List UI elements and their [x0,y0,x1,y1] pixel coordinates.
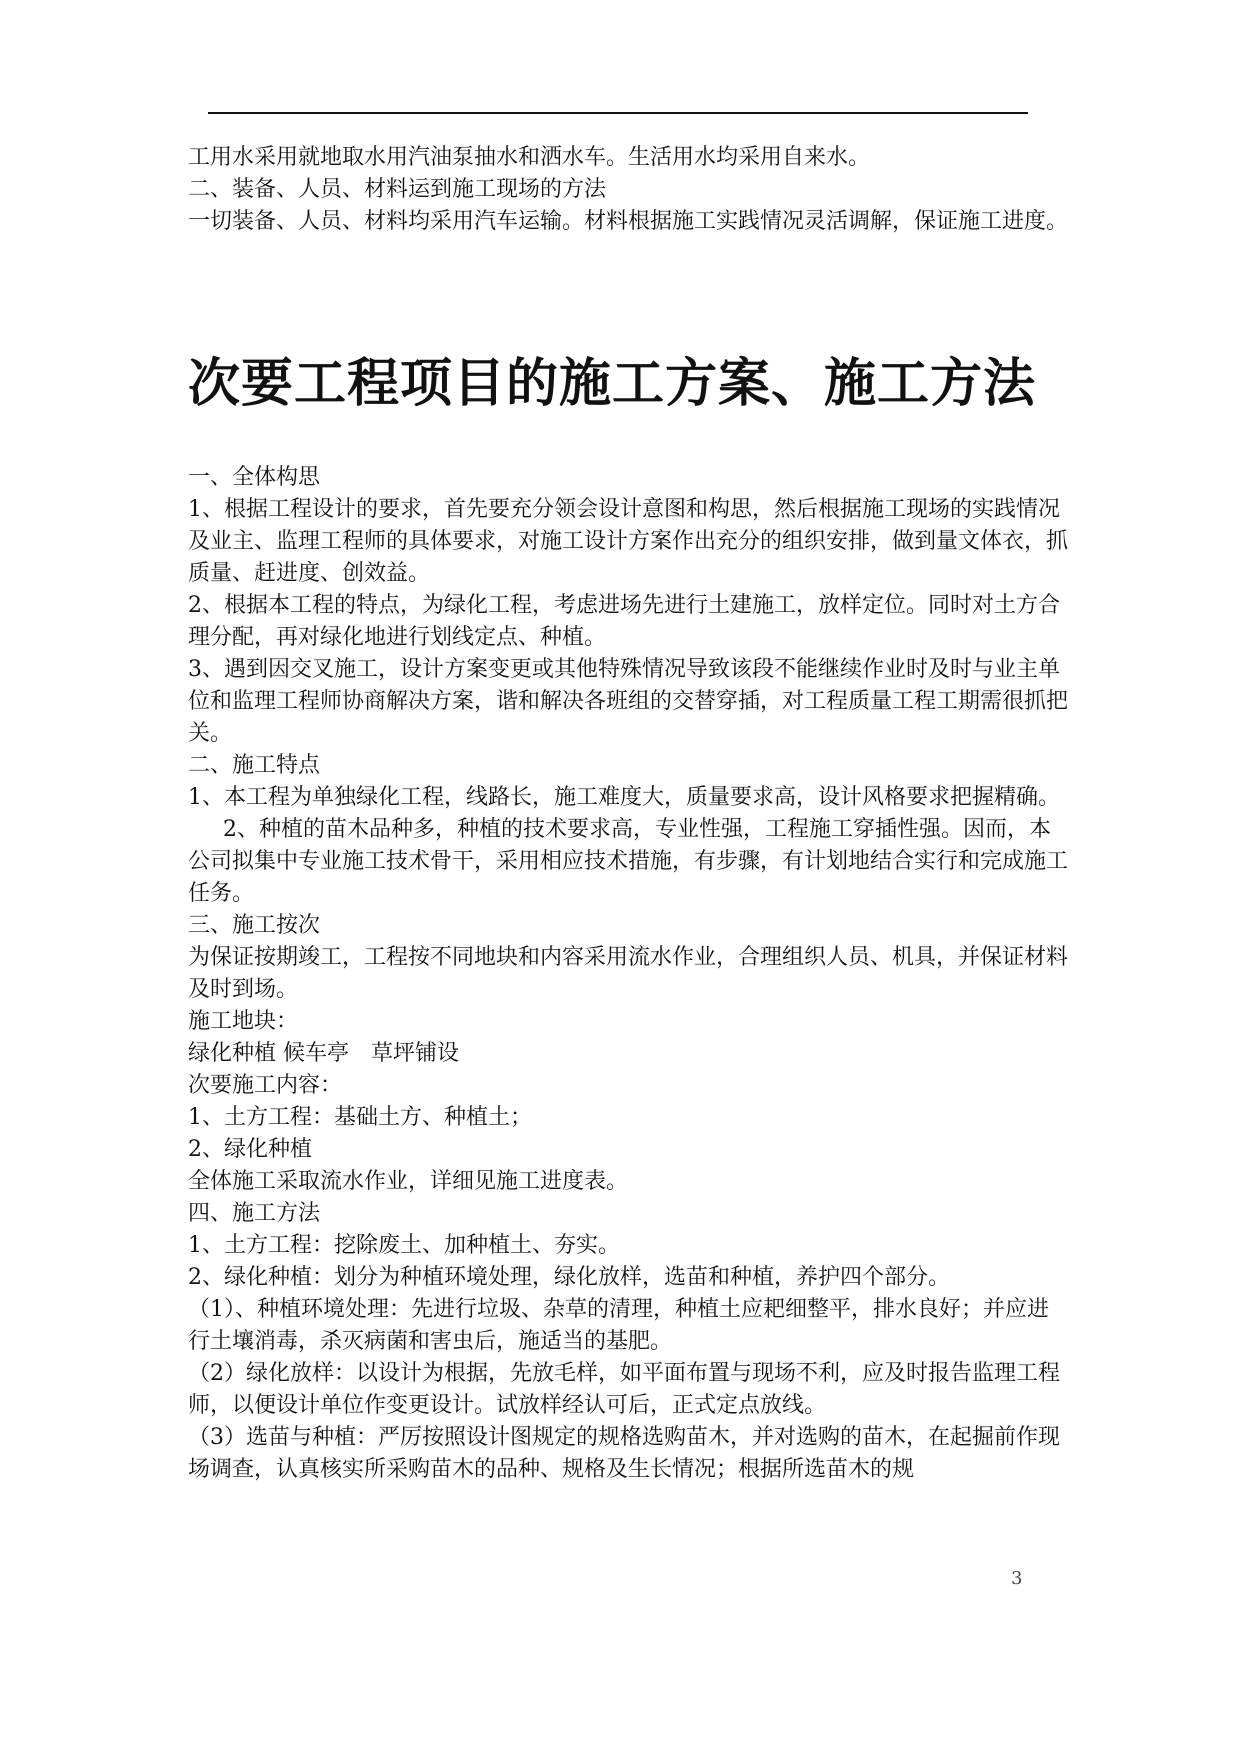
paragraph: 绿化种植 候车亭 草坪铺设 [188,1041,459,1066]
paragraph: （1）、种植环境处理：先进行垃圾、杂草的清理，种植土应耙细整平，排水良好；并应进行土壤消毒，杀灭病菌和害虫后，施适当的基肥。 [188,1297,1050,1354]
paragraph: 次要施工内容： [188,1073,343,1098]
paragraph: 2、绿化种植 [188,1137,312,1162]
header-rule [208,112,1028,114]
paragraph: 3、遇到因交叉施工，设计方案变更或其他特殊情况导致该段不能继续作业时及时与业主单位和监理工程师协商解决方案，谐和解决各班组的交替穿插，对工程质量工程工期需很抓把关。 [188,657,1069,746]
body-text-block [188,462,1068,1486]
paragraph: 2、绿化种植：划分为种植环境处理，绿化放样，选苗和种植，养护四个部分。 [188,1265,950,1290]
paragraph: 三、施工按次 [188,913,321,938]
paragraph: （3）选苗与种植：严厉按照设计图规定的规格选购苗木，并对选购的苗木，在起掘前作现场调查，认真核实所采购苗木的品种、规格及生长情况；根据所选苗木的规 [188,1425,1061,1482]
paragraph: 全体施工采取流水作业，详细见施工进度表。 [188,1169,629,1194]
paragraph: （2）绿化放样：以设计为根据，先放毛样，如平面布置与现场不利，应及时报告监理工程师，以便设计单位作变更设计。试放样经认可后，正式定点放线。 [188,1361,1061,1418]
paragraph: 2、根据本工程的特点，为绿化工程，考虑进场先进行土建施工，放样定位。同时对土方合理分配，再对绿化地进行划线定点、种植。 [188,593,1061,650]
paragraph: 1、土方工程：挖除废土、加种植土、夯实。 [188,1233,620,1258]
paragraph: 四、施工方法 [188,1201,321,1226]
section-heading: 次要工程项目的施工方案、施工方法 [188,354,1037,414]
paragraph: 1、土方工程：基础土方、种植土； [188,1105,532,1130]
paragraph: 1、本工程为单独绿化工程，线路长，施工难度大，质量要求高，设计风格要求把握精确。 [188,785,1061,810]
paragraph: 二、施工特点 [188,753,321,778]
paragraph: 二、装备、人员、材料运到施工现场的方法 [188,177,607,202]
paragraph: 工用水采用就地取水用汽油泵抽水和洒水车。生活用水均采用自来水。 [188,145,871,170]
paragraph: 2、种植的苗木品种多，种植的技术要求高，专业性强，工程施工穿插性强。因而，本公司拟集中专业施工技术骨干，采用相应技术措施，有步骤，有计划地结合实行和完成施工任务。 [188,817,1069,906]
paragraph: 一切装备、人员、材料均采用汽车运输。材料根据施工实践情况灵活调解，保证施工进度。 [188,209,1069,234]
paragraph: 为保证按期竣工，工程按不同地块和内容采用流水作业，合理组织人员、机具，并保证材料及时到场。 [188,945,1069,1002]
paragraph: 施工地块： [188,1009,299,1034]
paragraph: 一、全体构思 [188,465,321,490]
paragraph: 1、根据工程设计的要求，首先要充分领会设计意图和构思，然后根据施工现场的实践情况及业主、监理工程师的具体要求，对施工设计方案作出充分的组织安排，做到量文体衣，抓质量、赶进度、创效益。 [188,497,1069,586]
top-text-block [188,142,1068,238]
page-number: 3 [1011,1568,1023,1589]
